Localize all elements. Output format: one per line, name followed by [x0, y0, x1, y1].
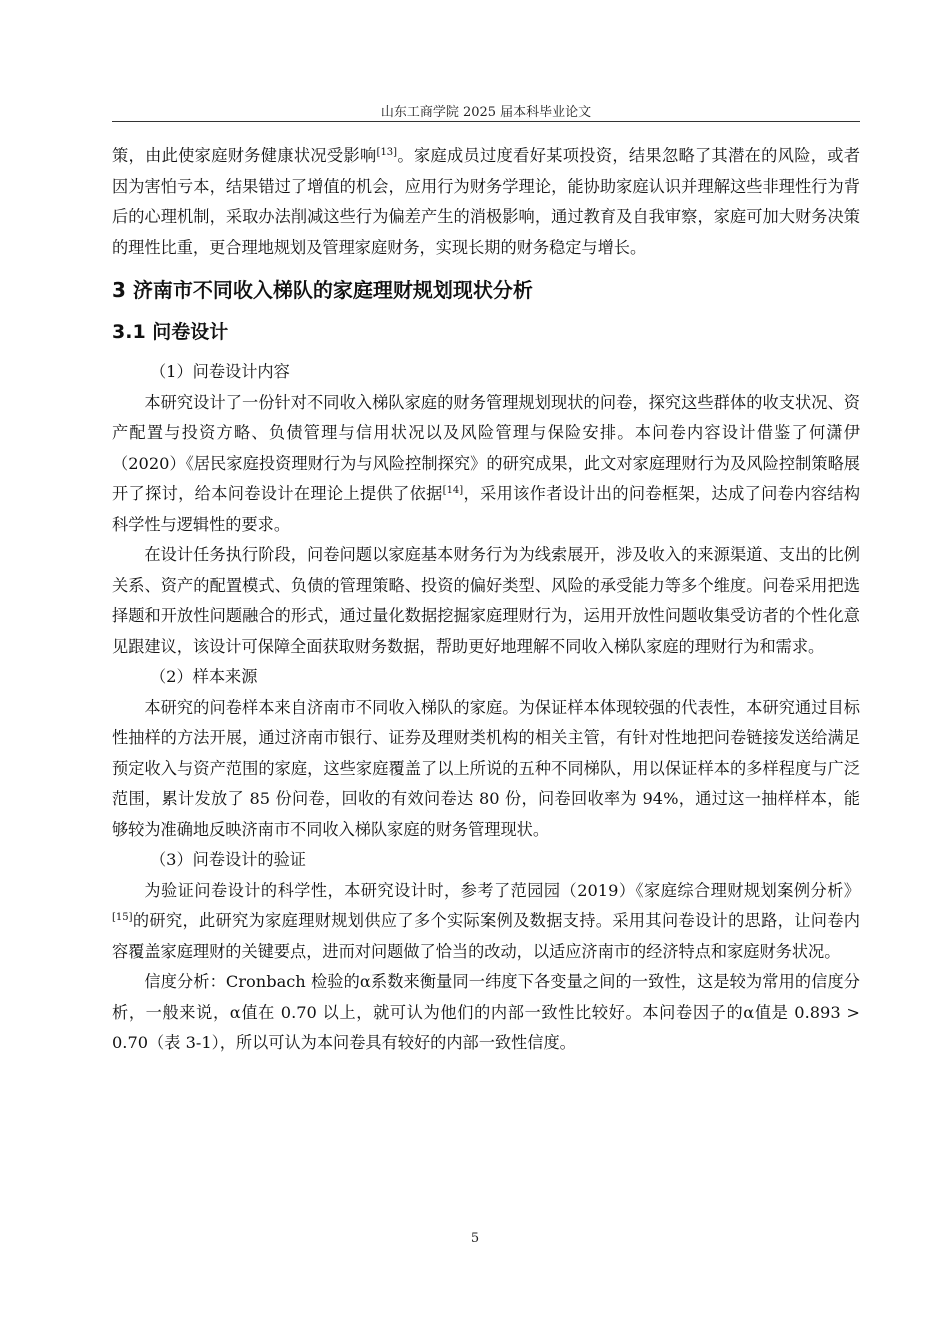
header-rule	[112, 121, 860, 122]
citation-14: [14]	[442, 485, 464, 496]
subsection-title-1: （1）问卷设计内容	[150, 362, 290, 381]
citation-13: [13]	[376, 147, 398, 158]
page-number: 5	[470, 1231, 480, 1246]
paragraph-text: 的研究，此研究为家庭理财规划供应了多个实际案例及数据支持。采用其问卷设计的思路，让问卷内容覆盖家庭理财的关键要点，进而对问题做了恰当的改动，以适应济南市的经济特点和家庭财务状况。	[112, 911, 860, 961]
intro-paragraph	[112, 141, 860, 263]
paragraph-text: 为验证问卷设计的科学性，本研究设计时，参考了范园园（2019）《家庭综合理财规划案例分析》	[144, 880, 860, 900]
page-header: 山东工商学院 2025 届本科毕业论文	[380, 105, 592, 120]
citation-15: [15]	[112, 912, 133, 923]
paragraph-reliability: 信度分析：Cronbach 检验的α系数来衡量同一纬度下各变量之间的一致性，这是较为常用的信度分析，一般来说，α值在 0.70 以上，就可认为他们的内部一致性比较好。本问卷因子的α值是 0.893 > 0.70（表 3-1），所以可认为本问卷具有较好的内部一致性信度。	[112, 972, 860, 1052]
paragraph-questionnaire-content	[112, 388, 860, 541]
subsection-title-3: （3）问卷设计的验证	[150, 850, 306, 869]
subsection-title-2: （2）样本来源	[150, 667, 258, 686]
paragraph-design-stage: 在设计任务执行阶段，问卷问题以家庭基本财务行为为线索展开，涉及收入的来源渠道、支出的比例关系、资产的配置模式、负债的管理策略、投资的偏好类型、风险的承受能力等多个维度。问卷采用把选择题和开放性问题融合的形式，通过量化数据挖掘家庭理财行为，运用开放性问题收集受访者的个性化意见跟建议，该设计可保障全面获取财务数据，帮助更好地理解不同收入梯队家庭的理财行为和需求。	[112, 545, 860, 656]
paragraph-validation	[112, 876, 860, 968]
paragraph-text: 本研究设计了一份针对不同收入梯队家庭的财务管理规划现状的问卷，探究这些群体的收支状况、资产配置与投资方略、负债管理与信用状况以及风险管理与保险安排。本问卷内容设计借鉴了何潇伊（2020）《居民家庭投资理财行为与风险控制探究》的研究成果，此文对家庭理财行为及风险控制策略展开了探讨，给本问卷设计在理论上提供了依据	[112, 392, 860, 503]
chapter-title: 3 济南市不同收入梯队的家庭理财规划现状分析	[112, 278, 533, 302]
page-body	[112, 141, 860, 1059]
paragraph-sample-source: 本研究的问卷样本来自济南市不同收入梯队的家庭。为保证样本体现较强的代表性，本研究通过目标性抽样的方法开展，通过济南市银行、证券及理财类机构的相关主管，有针对性地把问卷链接发送给满足预定收入与资产范围的家庭，这些家庭覆盖了以上所说的五种不同梯队，用以保证样本的多样程度与广泛范围，累计发放了 85 份问卷，回收的有效问卷达 80 份，问卷回收率为 94%，通过这一抽样样本，能够较为准确地反映济南市不同收入梯队家庭的财务管理现状。	[112, 697, 860, 839]
paragraph-text: ，采用该作者设计出的问卷框架，达成了问卷内容结构科学性与逻辑性的要求。	[112, 484, 861, 534]
intro-text-1: 策，由此使家庭财务健康状况受影响	[112, 146, 377, 165]
intro-text-2: 。家庭成员过度看好某项投资，结果忽略了其潜在的风险，或者因为害怕亏本，结果错过了增值的机会，应用行为财务学理论，能协助家庭认识并理解这些非理性行为背后的心理机制，采取办法削减这些行为偏差产生的消极影响，通过教育及自我审察，家庭可加大财务决策的理性比重，更合理地规划及管理家庭财务，实现长期的财务稳定与增长。	[112, 146, 861, 257]
section-title: 3.1 问卷设计	[112, 321, 229, 343]
